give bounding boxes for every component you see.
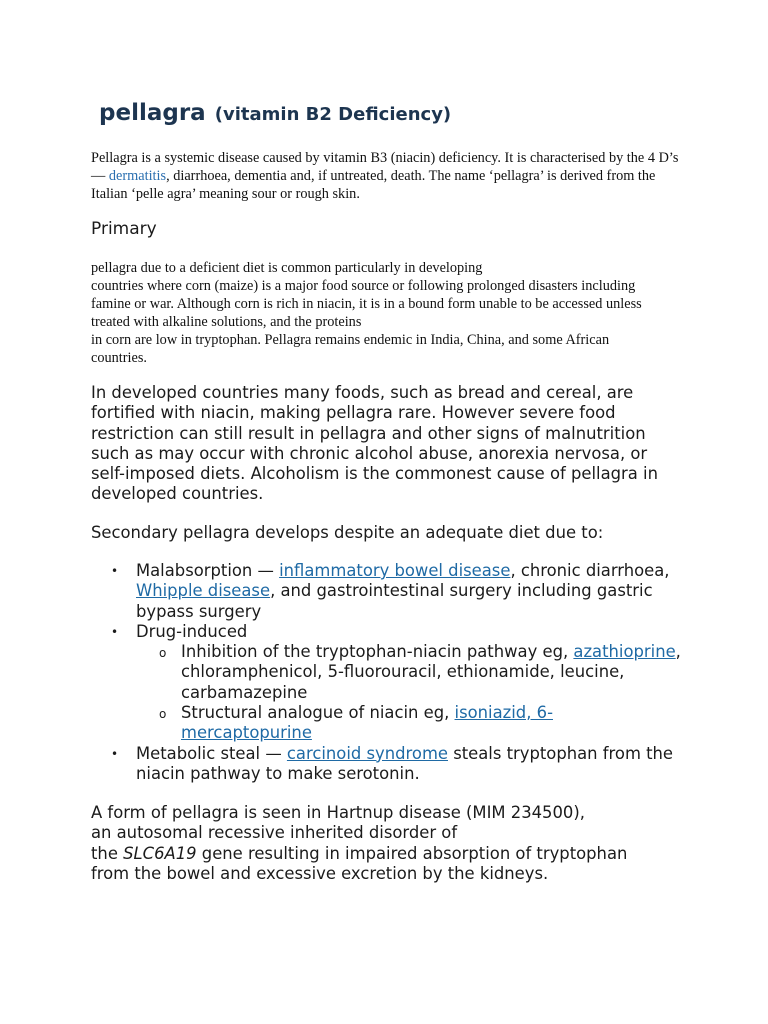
azathioprine-link[interactable]: azathioprine bbox=[573, 642, 676, 662]
sublist-item-inhibition bbox=[91, 642, 681, 703]
primary-line: famine or war. Although corn is rich in niacin, it is in a bound form unable to be accessed unless bbox=[91, 296, 642, 312]
hartnup-line: from the bowel and excessive excretion by the kidneys. bbox=[91, 863, 549, 883]
intro-paragraph bbox=[91, 149, 681, 203]
bullet-icon: • bbox=[111, 564, 119, 578]
malabsorption-text-2: , chronic diarrhoea, bbox=[510, 561, 670, 580]
malabsorption-text: Malabsorption — bbox=[136, 561, 280, 580]
hartnup-line-3 bbox=[91, 844, 681, 864]
metabolic-text: Metabolic steal — bbox=[136, 743, 287, 763]
inhibition-text: Inhibition of the tryptophan-niacin pathway eg, bbox=[181, 642, 574, 662]
title-subtitle: (vitamin B2 Deficiency) bbox=[214, 104, 452, 125]
intro-text-after: , diarrhoea, dementia and, if untreated, death. The name ‘pellagra’ is derived from the Italian ‘pelle agra’ meaning sour or rough skin. bbox=[91, 168, 656, 202]
circle-bullet-icon: o bbox=[159, 707, 167, 722]
developed-line: self-imposed diets. Alcoholism is the commonest cause of pellagra in bbox=[91, 464, 658, 484]
dermatitis-link[interactable]: dermatitis bbox=[108, 168, 167, 184]
circle-bullet-icon: o bbox=[159, 646, 167, 661]
developed-countries-paragraph bbox=[91, 383, 681, 505]
intro-text-before: Pellagra is a systemic disease caused by vitamin B3 (niacin) deficiency. It is characterised by the 4 D’s — bbox=[91, 150, 679, 184]
hartnup-line3-post: gene resulting in impaired absorption of tryptophan bbox=[196, 843, 628, 863]
developed-line: restriction can still result in pellagra and other signs of malnutrition bbox=[91, 423, 646, 443]
isoniazid-link[interactable]: isoniazid, 6-mercaptopurine bbox=[181, 703, 553, 743]
primary-line: countries. bbox=[91, 350, 147, 366]
secondary-intro: Secondary pellagra develops despite an adequate diet due to: bbox=[91, 523, 604, 542]
hartnup-paragraph bbox=[91, 803, 681, 884]
page-title bbox=[99, 100, 451, 126]
list-item-metabolic-steal bbox=[91, 744, 681, 785]
primary-line: treated with alkaline solutions, and the proteins bbox=[91, 314, 362, 330]
sublist-item-structural bbox=[91, 703, 681, 744]
primary-line: countries where corn (maize) is a major food source or following prolonged disasters including bbox=[91, 278, 636, 294]
whipple-disease-link[interactable]: Whipple disease bbox=[136, 581, 271, 601]
developed-line: fortified with niacin, making pellagra rare. However severe food bbox=[91, 403, 616, 423]
developed-line: developed countries. bbox=[91, 484, 264, 504]
bullet-icon: • bbox=[111, 746, 119, 761]
developed-line: such as may occur with chronic alcohol abuse, anorexia nervosa, or bbox=[91, 443, 648, 463]
list-item-malabsorption bbox=[91, 561, 681, 622]
structural-text: Structural analogue of niacin eg, bbox=[181, 703, 455, 723]
primary-line: pellagra due to a deficient diet is common particularly in developing bbox=[91, 260, 483, 276]
carcinoid-syndrome-link[interactable]: carcinoid syndrome bbox=[286, 743, 448, 763]
primary-paragraph bbox=[91, 259, 681, 367]
drug-induced-label: Drug-induced bbox=[136, 621, 248, 641]
ibd-link[interactable]: inflammatory bowel disease bbox=[279, 561, 511, 580]
inhibition-text-2: , chloramphenicol, 5-fluorouracil, ethionamide, leucine, carbamazepine bbox=[181, 642, 681, 702]
list-item-drug-induced bbox=[91, 622, 681, 642]
secondary-causes-list bbox=[91, 561, 681, 784]
malabsorption-text-3: , and gastrointestinal surgery including gastric bypass surgery bbox=[136, 581, 653, 621]
hartnup-line: an autosomal recessive inherited disorder of bbox=[91, 823, 458, 843]
gene-name: SLC6A19 bbox=[123, 843, 197, 863]
title-main: pellagra bbox=[99, 100, 206, 126]
hartnup-line3-pre: the bbox=[91, 843, 124, 863]
primary-heading: Primary bbox=[91, 219, 157, 239]
hartnup-line: A form of pellagra is seen in Hartnup disease (MIM 234500), bbox=[91, 803, 585, 822]
developed-line: In developed countries many foods, such as bread and cereal, are bbox=[91, 383, 634, 402]
primary-line: in corn are low in tryptophan. Pellagra remains endemic in India, China, and some African bbox=[91, 332, 610, 348]
bullet-icon: • bbox=[111, 624, 119, 639]
metabolic-text-2: steals tryptophan from the niacin pathway to make serotonin. bbox=[136, 743, 674, 783]
